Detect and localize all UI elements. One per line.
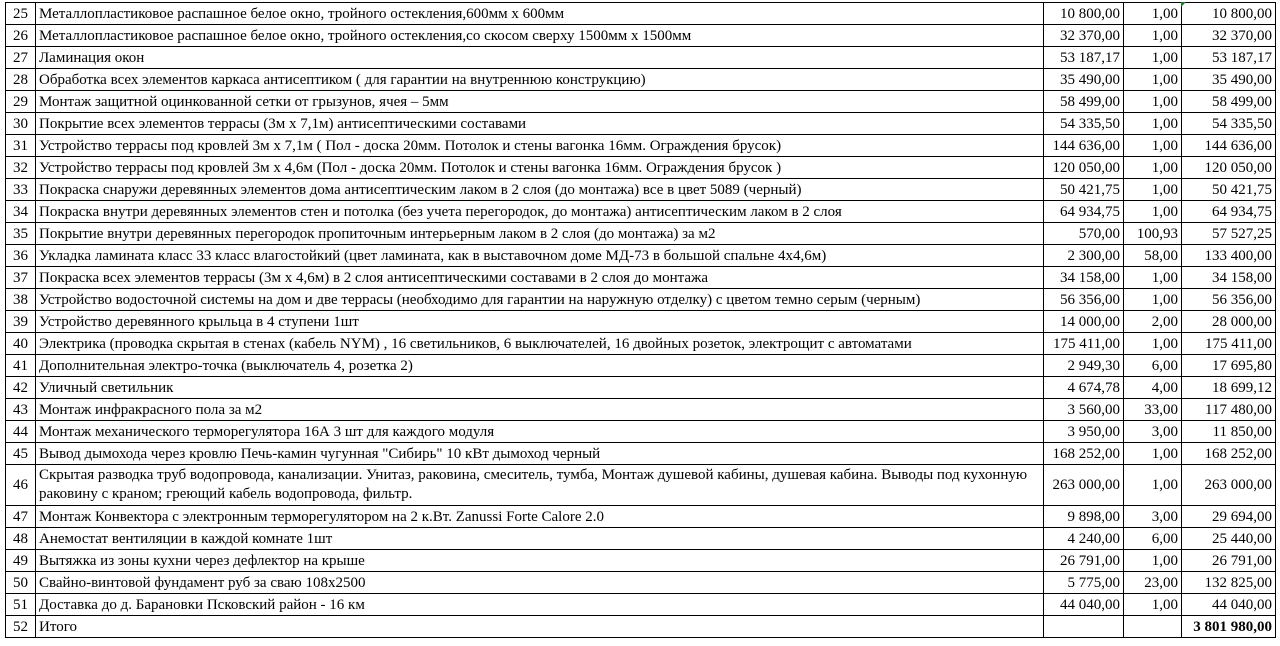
item-name-cell[interactable]: Скрытая разводка труб водопровода, канализации. Унитаз, раковина, смеситель, тумба, Монтаж душевой кабины, душевая кабина. Выводы под кухонную раковину с краном; греющий кабель водопровода, фильтр. bbox=[36, 465, 1044, 506]
item-name-cell[interactable]: Укладка ламината класс 33 класс влагостойкий (цвет ламината, как в выставочном доме МД-73 в большой спальне 4х4,6м) bbox=[36, 245, 1044, 267]
quantity-cell[interactable]: 1,00 bbox=[1124, 47, 1182, 69]
item-name-cell[interactable]: Монтаж Конвектора с электронным терморегулятором на 2 к.Вт. Zanussi Forte Calore 2.0 bbox=[36, 506, 1044, 528]
quantity-cell[interactable]: 1,00 bbox=[1124, 594, 1182, 616]
row-number[interactable]: 49 bbox=[6, 550, 36, 572]
table-row bbox=[6, 113, 1276, 135]
row-number[interactable]: 43 bbox=[6, 399, 36, 421]
quantity-cell[interactable]: 1,00 bbox=[1124, 25, 1182, 47]
row-number[interactable]: 45 bbox=[6, 443, 36, 465]
row-number[interactable]: 44 bbox=[6, 421, 36, 443]
quantity-cell[interactable]: 6,00 bbox=[1124, 528, 1182, 550]
item-name-cell[interactable]: Устройство террасы под кровлей 3м х 4,6м (Пол - доска 20мм. Потолок и стены вагонка 16мм. Ограждения брусок ) bbox=[36, 157, 1044, 179]
unit-price-cell[interactable]: 168 252,00 bbox=[1044, 443, 1124, 465]
row-number[interactable]: 30 bbox=[6, 113, 36, 135]
table-row bbox=[6, 594, 1276, 616]
estimate-rows bbox=[6, 3, 1276, 638]
item-name-cell[interactable]: Покраска внутри деревянных элементов стен и потолка (без учета перегородок, до монтажа) антисептическим лаком в 2 слоя bbox=[36, 201, 1044, 223]
quantity-cell[interactable]: 33,00 bbox=[1124, 399, 1182, 421]
line-total-cell[interactable]: 263 000,00 bbox=[1182, 465, 1276, 506]
quantity-cell[interactable]: 1,00 bbox=[1124, 113, 1182, 135]
line-total-cell[interactable]: 17 695,80 bbox=[1182, 355, 1276, 377]
item-name-cell[interactable]: Ламинация окон bbox=[36, 47, 1044, 69]
row-number[interactable]: 32 bbox=[6, 157, 36, 179]
item-name-cell[interactable]: Уличный светильник bbox=[36, 377, 1044, 399]
line-total-cell[interactable]: 58 499,00 bbox=[1182, 91, 1276, 113]
unit-price-cell[interactable]: 64 934,75 bbox=[1044, 201, 1124, 223]
item-name-cell[interactable]: Свайно-винтовой фундамент руб за сваю 108х2500 bbox=[36, 572, 1044, 594]
unit-price-cell[interactable]: 10 800,00 bbox=[1044, 3, 1124, 25]
quantity-cell[interactable]: 1,00 bbox=[1124, 550, 1182, 572]
unit-price-cell[interactable]: 32 370,00 bbox=[1044, 25, 1124, 47]
item-name-cell[interactable]: Устройство террасы под кровлей 3м х 7,1м ( Пол - доска 20мм. Потолок и стены вагонка 16мм. Ограждения брусок) bbox=[36, 135, 1044, 157]
item-name-cell[interactable]: Итого bbox=[36, 616, 1044, 638]
line-total-cell[interactable]: 3 801 980,00 bbox=[1182, 616, 1276, 638]
item-name-cell[interactable]: Устройство водосточной системы на дом и две террасы (необходимо для гарантии на наружную отделку) с цветом темно серым (черным) bbox=[36, 289, 1044, 311]
item-name-cell[interactable]: Покраска всех элементов террасы (3м х 4,6м) в 2 слоя антисептическими составами в 2 слоя до монтажа bbox=[36, 267, 1044, 289]
line-total-cell[interactable]: 44 040,00 bbox=[1182, 594, 1276, 616]
unit-price-cell[interactable]: 9 898,00 bbox=[1044, 506, 1124, 528]
quantity-cell[interactable]: 3,00 bbox=[1124, 506, 1182, 528]
line-total-cell[interactable]: 54 335,50 bbox=[1182, 113, 1276, 135]
item-name-cell[interactable]: Анемостат вентиляции в каждой комнате 1шт bbox=[36, 528, 1044, 550]
item-name-cell[interactable]: Обработка всех элементов каркаса антисептиком ( для гарантии на внутреннюю конструкцию) bbox=[36, 69, 1044, 91]
table-row bbox=[6, 289, 1276, 311]
line-total-cell[interactable]: 25 440,00 bbox=[1182, 528, 1276, 550]
row-number[interactable]: 47 bbox=[6, 506, 36, 528]
cell-comment-marker bbox=[1181, 2, 1186, 7]
item-name-cell[interactable]: Покрытие внутри деревянных перегородок пропиточным интерьерным лаком в 2 слоя (до монтажа) за м2 bbox=[36, 223, 1044, 245]
row-number[interactable]: 39 bbox=[6, 311, 36, 333]
row-number[interactable]: 26 bbox=[6, 25, 36, 47]
unit-price-cell[interactable]: 4 240,00 bbox=[1044, 528, 1124, 550]
row-number[interactable]: 46 bbox=[6, 465, 36, 506]
line-total-cell[interactable]: 18 699,12 bbox=[1182, 377, 1276, 399]
unit-price-cell[interactable]: 2 949,30 bbox=[1044, 355, 1124, 377]
row-number[interactable]: 29 bbox=[6, 91, 36, 113]
line-total-cell[interactable]: 10 800,00 bbox=[1182, 3, 1276, 25]
row-number[interactable]: 52 bbox=[6, 616, 36, 638]
unit-price-cell[interactable]: 175 411,00 bbox=[1044, 333, 1124, 355]
table-row bbox=[6, 572, 1276, 594]
line-total-cell[interactable]: 64 934,75 bbox=[1182, 201, 1276, 223]
table-row bbox=[6, 223, 1276, 245]
table-row bbox=[6, 550, 1276, 572]
line-total-cell[interactable]: 34 158,00 bbox=[1182, 267, 1276, 289]
quantity-cell[interactable]: 1,00 bbox=[1124, 69, 1182, 91]
unit-price-cell[interactable]: 26 791,00 bbox=[1044, 550, 1124, 572]
table-row bbox=[6, 399, 1276, 421]
estimate-table bbox=[5, 2, 1276, 638]
unit-price-cell[interactable]: 120 050,00 bbox=[1044, 157, 1124, 179]
item-name-cell[interactable]: Вытяжка из зоны кухни через дефлектор на крыше bbox=[36, 550, 1044, 572]
unit-price-cell[interactable]: 4 674,78 bbox=[1044, 377, 1124, 399]
unit-price-cell[interactable]: 263 000,00 bbox=[1044, 465, 1124, 506]
line-total-cell[interactable]: 175 411,00 bbox=[1182, 333, 1276, 355]
table-row bbox=[6, 135, 1276, 157]
line-total-cell[interactable]: 29 694,00 bbox=[1182, 506, 1276, 528]
line-total-cell[interactable]: 32 370,00 bbox=[1182, 25, 1276, 47]
quantity-cell[interactable]: 1,00 bbox=[1124, 333, 1182, 355]
line-total-cell[interactable]: 35 490,00 bbox=[1182, 69, 1276, 91]
unit-price-cell[interactable]: 35 490,00 bbox=[1044, 69, 1124, 91]
item-name-cell[interactable]: Монтаж защитной оцинкованной сетки от грызунов, ячея – 5мм bbox=[36, 91, 1044, 113]
table-row bbox=[6, 465, 1276, 506]
table-row bbox=[6, 377, 1276, 399]
line-total-cell[interactable]: 168 252,00 bbox=[1182, 443, 1276, 465]
table-row bbox=[6, 25, 1276, 47]
line-total-cell[interactable]: 132 825,00 bbox=[1182, 572, 1276, 594]
table-row bbox=[6, 311, 1276, 333]
item-name-cell[interactable]: Металлопластиковое распашное белое окно, тройного остекления,со скосом сверху 1500мм х 1500мм bbox=[36, 25, 1044, 47]
quantity-cell[interactable]: 1,00 bbox=[1124, 3, 1182, 25]
quantity-cell[interactable]: 1,00 bbox=[1124, 465, 1182, 506]
total-row bbox=[6, 616, 1276, 638]
line-total-cell[interactable]: 28 000,00 bbox=[1182, 311, 1276, 333]
item-name-cell[interactable]: Вывод дымохода через кровлю Печь-камин чугунная "Сибирь" 10 кВт дымоход черный bbox=[36, 443, 1044, 465]
table-row bbox=[6, 528, 1276, 550]
table-row bbox=[6, 245, 1276, 267]
table-row bbox=[6, 201, 1276, 223]
unit-price-cell[interactable]: 54 335,50 bbox=[1044, 113, 1124, 135]
table-row bbox=[6, 157, 1276, 179]
table-row bbox=[6, 355, 1276, 377]
table-row bbox=[6, 333, 1276, 355]
row-number[interactable]: 42 bbox=[6, 377, 36, 399]
row-number[interactable]: 48 bbox=[6, 528, 36, 550]
line-total-cell[interactable]: 26 791,00 bbox=[1182, 550, 1276, 572]
item-name-cell[interactable]: Покрытие всех элементов террасы (3м х 7,1м) антисептическими составами bbox=[36, 113, 1044, 135]
unit-price-cell[interactable]: 5 775,00 bbox=[1044, 572, 1124, 594]
unit-price-cell[interactable]: 58 499,00 bbox=[1044, 91, 1124, 113]
quantity-cell[interactable]: 1,00 bbox=[1124, 289, 1182, 311]
quantity-cell[interactable]: 58,00 bbox=[1124, 245, 1182, 267]
quantity-cell[interactable]: 1,00 bbox=[1124, 267, 1182, 289]
line-total-cell[interactable]: 50 421,75 bbox=[1182, 179, 1276, 201]
quantity-cell[interactable]: 6,00 bbox=[1124, 355, 1182, 377]
item-name-cell[interactable]: Монтаж механического терморегулятора 16А 3 шт для каждого модуля bbox=[36, 421, 1044, 443]
unit-price-cell[interactable]: 14 000,00 bbox=[1044, 311, 1124, 333]
unit-price-cell[interactable]: 570,00 bbox=[1044, 223, 1124, 245]
quantity-cell[interactable]: 1,00 bbox=[1124, 91, 1182, 113]
unit-price-cell[interactable] bbox=[1044, 616, 1124, 638]
row-number[interactable]: 50 bbox=[6, 572, 36, 594]
table-row bbox=[6, 443, 1276, 465]
row-number[interactable]: 40 bbox=[6, 333, 36, 355]
row-number[interactable]: 25 bbox=[6, 3, 36, 25]
quantity-cell[interactable] bbox=[1124, 616, 1182, 638]
unit-price-cell[interactable]: 34 158,00 bbox=[1044, 267, 1124, 289]
row-number[interactable]: 28 bbox=[6, 69, 36, 91]
line-total-cell[interactable]: 57 527,25 bbox=[1182, 223, 1276, 245]
row-number[interactable]: 34 bbox=[6, 201, 36, 223]
quantity-cell[interactable]: 1,00 bbox=[1124, 135, 1182, 157]
row-number[interactable]: 31 bbox=[6, 135, 36, 157]
table-row bbox=[6, 47, 1276, 69]
line-total-cell[interactable]: 133 400,00 bbox=[1182, 245, 1276, 267]
table-row bbox=[6, 179, 1276, 201]
quantity-cell[interactable]: 23,00 bbox=[1124, 572, 1182, 594]
quantity-cell[interactable]: 1,00 bbox=[1124, 201, 1182, 223]
unit-price-cell[interactable]: 53 187,17 bbox=[1044, 47, 1124, 69]
unit-price-cell[interactable]: 56 356,00 bbox=[1044, 289, 1124, 311]
unit-price-cell[interactable]: 44 040,00 bbox=[1044, 594, 1124, 616]
row-number[interactable]: 37 bbox=[6, 267, 36, 289]
row-number[interactable]: 38 bbox=[6, 289, 36, 311]
line-total-cell[interactable]: 53 187,17 bbox=[1182, 47, 1276, 69]
table-row bbox=[6, 506, 1276, 528]
unit-price-cell[interactable]: 3 950,00 bbox=[1044, 421, 1124, 443]
line-total-cell[interactable]: 120 050,00 bbox=[1182, 157, 1276, 179]
row-number[interactable]: 41 bbox=[6, 355, 36, 377]
quantity-cell[interactable]: 4,00 bbox=[1124, 377, 1182, 399]
quantity-cell[interactable]: 3,00 bbox=[1124, 421, 1182, 443]
table-row bbox=[6, 69, 1276, 91]
unit-price-cell[interactable]: 50 421,75 bbox=[1044, 179, 1124, 201]
item-name-cell[interactable]: Металлопластиковое распашное белое окно, тройного остекления,600мм х 600мм bbox=[36, 3, 1044, 25]
quantity-cell[interactable]: 1,00 bbox=[1124, 443, 1182, 465]
quantity-cell[interactable]: 100,93 bbox=[1124, 223, 1182, 245]
table-row bbox=[6, 421, 1276, 443]
unit-price-cell[interactable]: 2 300,00 bbox=[1044, 245, 1124, 267]
quantity-cell[interactable]: 1,00 bbox=[1124, 157, 1182, 179]
item-name-cell[interactable]: Устройство деревянного крыльца в 4 ступени 1шт bbox=[36, 311, 1044, 333]
quantity-cell[interactable]: 2,00 bbox=[1124, 311, 1182, 333]
item-name-cell[interactable]: Электрика (проводка скрытая в стенах (кабель NYM) , 16 светильников, 6 выключателей, 16 двойных розеток, электрощит с автоматами bbox=[36, 333, 1044, 355]
row-number[interactable]: 33 bbox=[6, 179, 36, 201]
row-number[interactable]: 51 bbox=[6, 594, 36, 616]
item-name-cell[interactable]: Доставка до д. Барановки Псковский район - 16 км bbox=[36, 594, 1044, 616]
row-number[interactable]: 27 bbox=[6, 47, 36, 69]
item-name-cell[interactable]: Покраска снаружи деревянных элементов дома антисептическим лаком в 2 слоя (до монтажа) все в цвет 5089 (черный) bbox=[36, 179, 1044, 201]
line-total-cell[interactable]: 56 356,00 bbox=[1182, 289, 1276, 311]
quantity-cell[interactable]: 1,00 bbox=[1124, 179, 1182, 201]
unit-price-cell[interactable]: 3 560,00 bbox=[1044, 399, 1124, 421]
row-number[interactable]: 35 bbox=[6, 223, 36, 245]
table-row bbox=[6, 91, 1276, 113]
table-row bbox=[6, 267, 1276, 289]
item-name-cell[interactable]: Дополнительная электро-точка (выключатель 4, розетка 2) bbox=[36, 355, 1044, 377]
unit-price-cell[interactable]: 144 636,00 bbox=[1044, 135, 1124, 157]
line-total-cell[interactable]: 11 850,00 bbox=[1182, 421, 1276, 443]
table-row bbox=[6, 3, 1276, 25]
item-name-cell[interactable]: Монтаж инфракрасного пола за м2 bbox=[36, 399, 1044, 421]
row-number[interactable]: 36 bbox=[6, 245, 36, 267]
line-total-cell[interactable]: 117 480,00 bbox=[1182, 399, 1276, 421]
line-total-cell[interactable]: 144 636,00 bbox=[1182, 135, 1276, 157]
